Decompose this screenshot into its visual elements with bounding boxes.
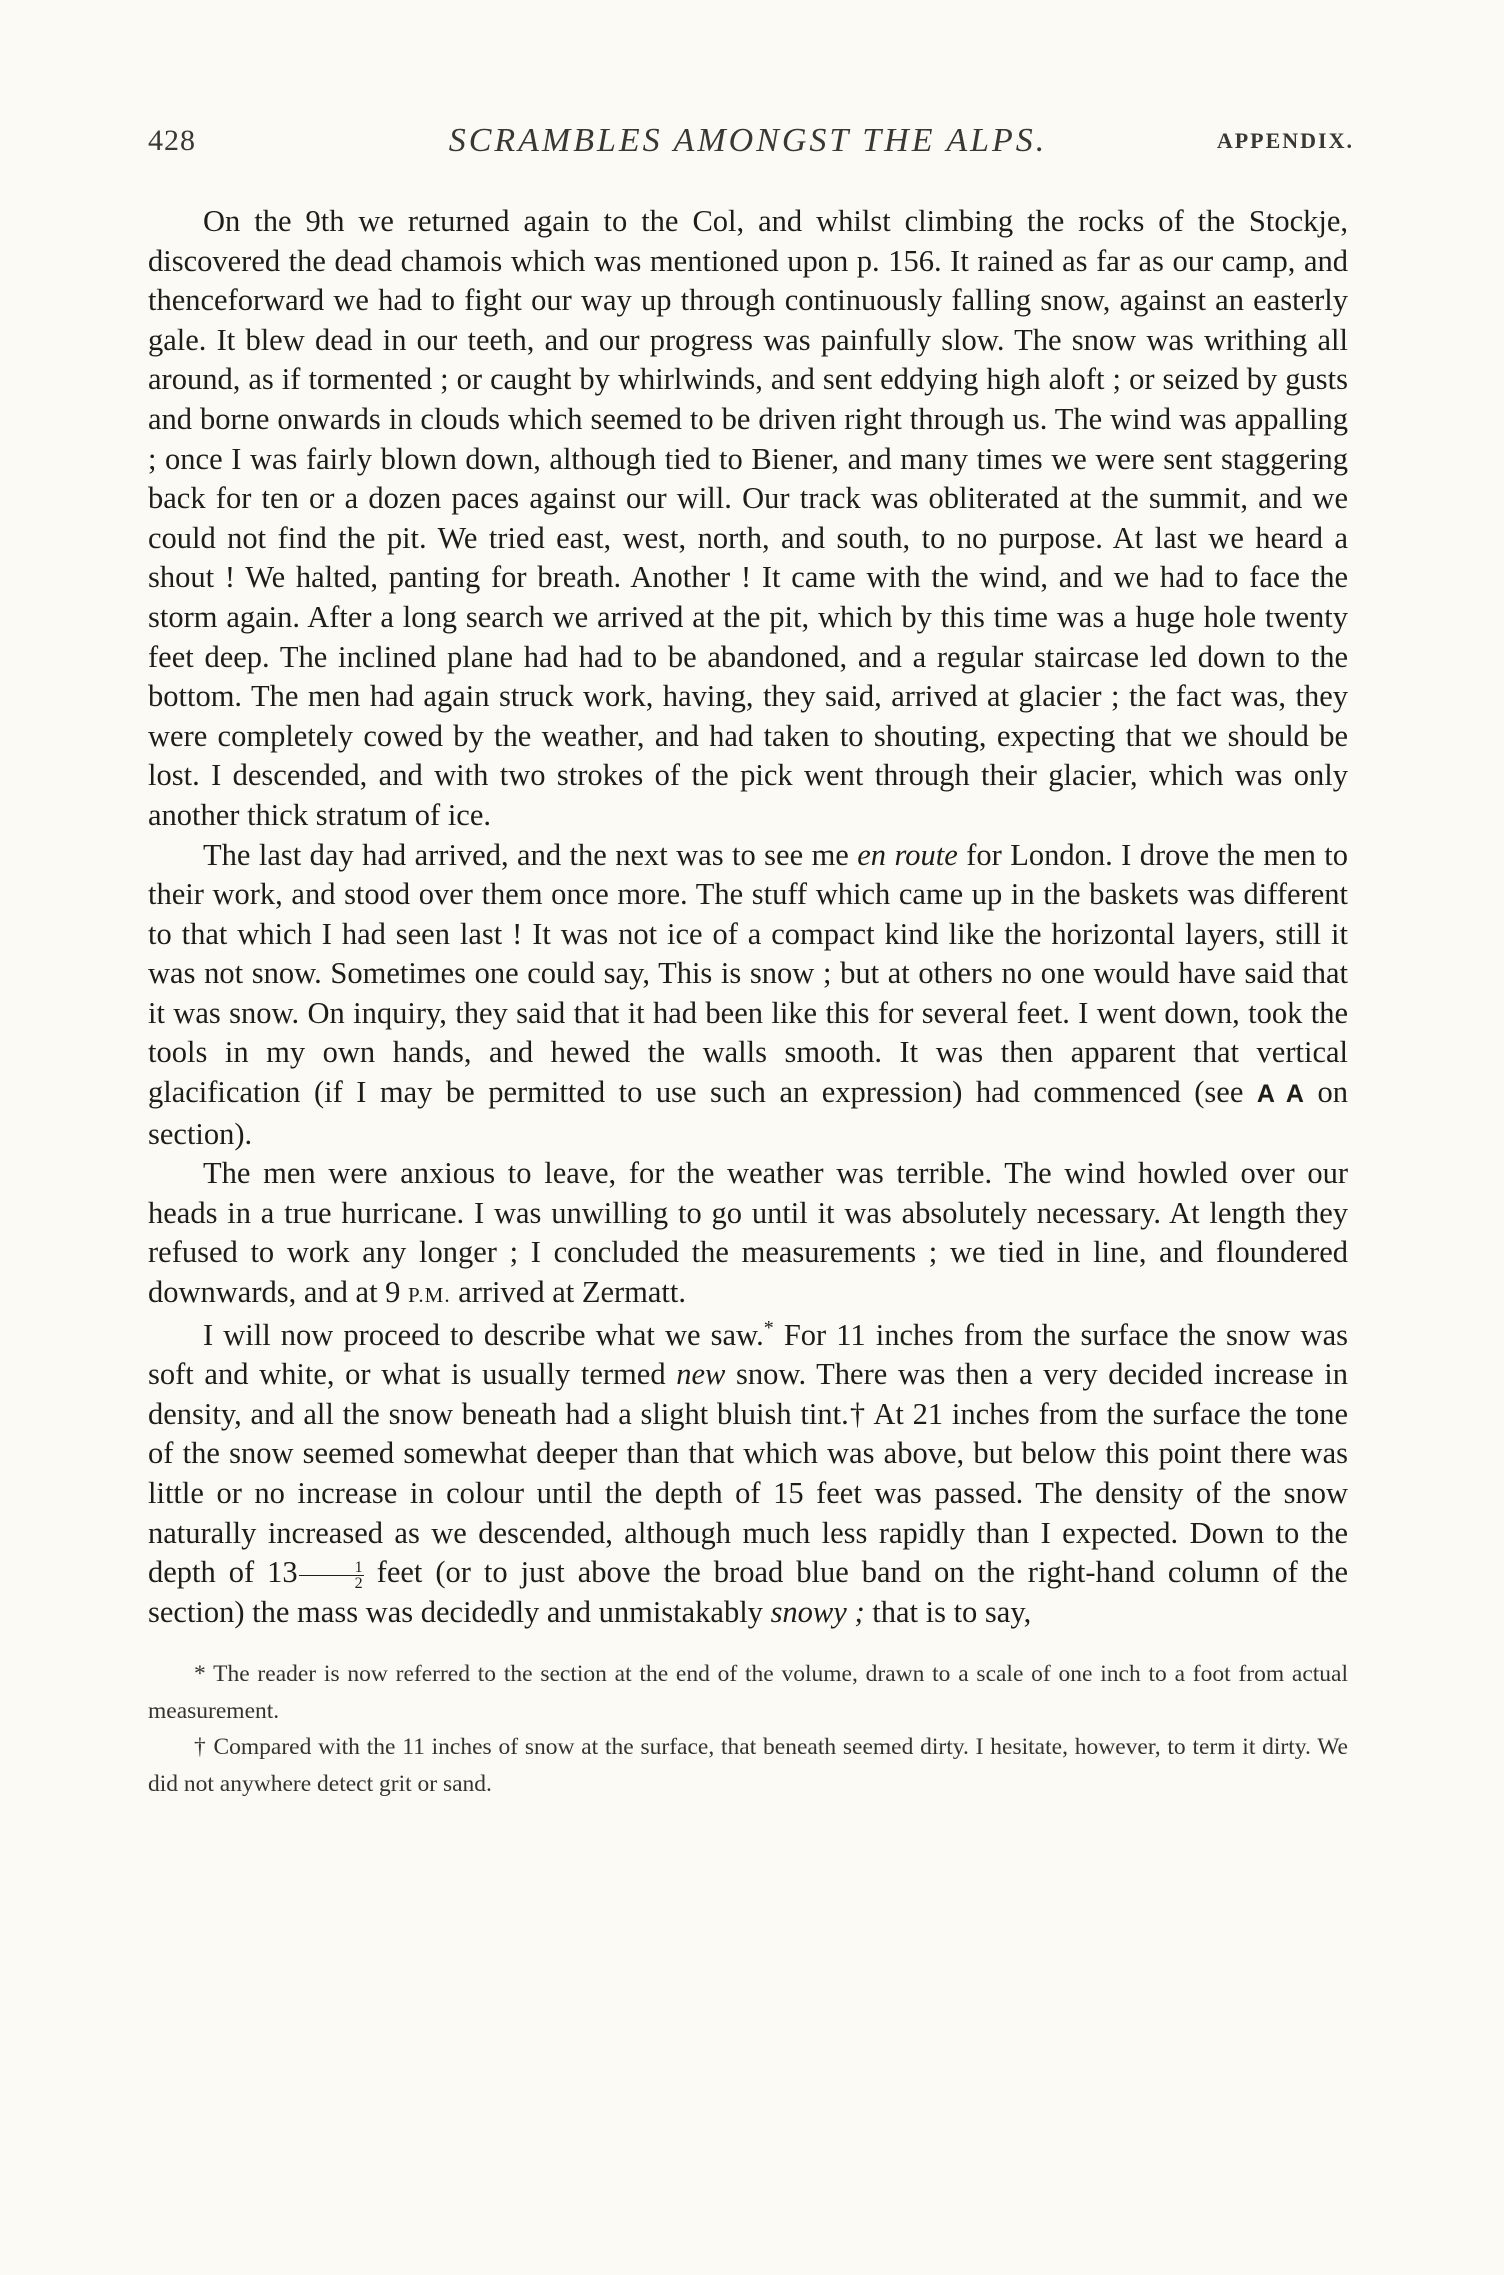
footnote-ref-star[interactable]: *: [763, 1316, 774, 1339]
page-number: 428: [148, 124, 196, 157]
footnote-ref-dagger[interactable]: †: [848, 1396, 867, 1431]
paragraph-2: The last day had arrived, and the next was to see me en route for London. I drove the men to their work, and stood over them once more. The stuff which came up in the baskets was different to that which I had seen last ! It was not ice of a compact kind like the horizontal layers, still it was not snow. Sometimes one could say, This is snow ; but at others no one would have said that it was snow. On inquiry, they said that it had been like this for several feet. I went down, took the tools in my own hands, and hewed the walls smooth. It was then apparent that vertical glacification (if I may be permitted to use such an expression) had commenced (see A A on section).: [148, 837, 1348, 1151]
new-italic: new: [676, 1357, 726, 1392]
footnotes: [148, 1656, 1348, 1802]
section-mark-aa: A A: [1256, 1080, 1304, 1109]
section-label: APPENDIX.: [1216, 128, 1354, 153]
snowy-italic: snowy ;: [770, 1594, 865, 1629]
footnote-2: † Compared with the 11 inches of snow at the surface, that beneath seemed dirty. I hesitate, however, to term it dirty. We did not anywhere detect grit or sand.: [148, 1734, 1348, 1797]
book-page: [148, 118, 1354, 1802]
paragraph-3: The men were anxious to leave, for the weather was terrible. The wind howled over our heads in a true hurricane. I was unwilling to go until it was absolutely necessary. At length they refused to work any longer ; I concluded the measurements ; we tied in line, and floundered downwards, and at 9 P.M. arrived at Zermatt.: [148, 1156, 1348, 1310]
running-title: SCRAMBLES AMONGST THE ALPS.: [448, 122, 1048, 159]
paragraph-1: On the 9th we returned again to the Col, and whilst climbing the rocks of the Stockje, discovered the dead chamois which was mentioned upon p. 156. It rained as far as our camp, and thenceforward we had to fight our way up through continuously falling snow, against an easterly gale. It blew dead in our teeth, and our progress was painfully slow. The snow was writhing all around, as if tormented ; or caught by whirlwinds, and sent eddying high aloft ; or seized by gusts and borne onwards in clouds which seemed to be driven right through us. The wind was appalling ; once I was fairly blown down, although tied to Biener, and many times we were sent staggering back for ten or a dozen paces against our will. Our track was obliterated at the summit, and we could not find the pit. We tried east, west, north, and south, to no purpose. At last we heard a shout ! We halted, panting for breath. Another ! It came with the wind, and we had to face the storm again. After a long search we arrived at the pit, which by this time was a huge hole twenty feet deep. The inclined plane had had to be abandoned, and a regular staircase led down to the bottom. The men had again struck work, having, they said, arrived at glacier ; the fact was, they were completely cowed by the weather, and had taken to shouting, expecting that we should be lost. I descended, and with two strokes of the pick went through their glacier, which was only another thick stratum of ice.: [148, 204, 1348, 832]
fraction-half: $\frac{1}{2}$: [299, 1560, 364, 1591]
paragraph-4: I will now proceed to describe what we saw.* For 11 inches from the surface the snow was soft and white, or what is usually termed new snow. There was then a very decided increase in density, and all the snow beneath had a slight bluish tint.† At 21 inches from the surface the tone of the snow seemed somewhat deeper than that which was above, but below this point there was little or no increase in colour until the depth of 15 feet was passed. The density of the snow naturally increased as we descended, although much less rapidly than I expected. Down to the depth of 13 $\frac{1}{2}$ feet (or to just above the broad blue band on the right-hand column of the section) the mass was decidedly and unmistakably snowy ; that is to say,: [148, 1316, 1349, 1629]
running-header: [148, 118, 1354, 168]
pm-small-caps: P.M.: [408, 1283, 451, 1308]
en-route-italic: en route: [857, 837, 958, 872]
body-text: [148, 202, 1348, 1632]
footnote-1: * The reader is now referred to the section at the end of the volume, drawn to a scale of one inch to a foot from actual measurement.: [148, 1661, 1348, 1724]
